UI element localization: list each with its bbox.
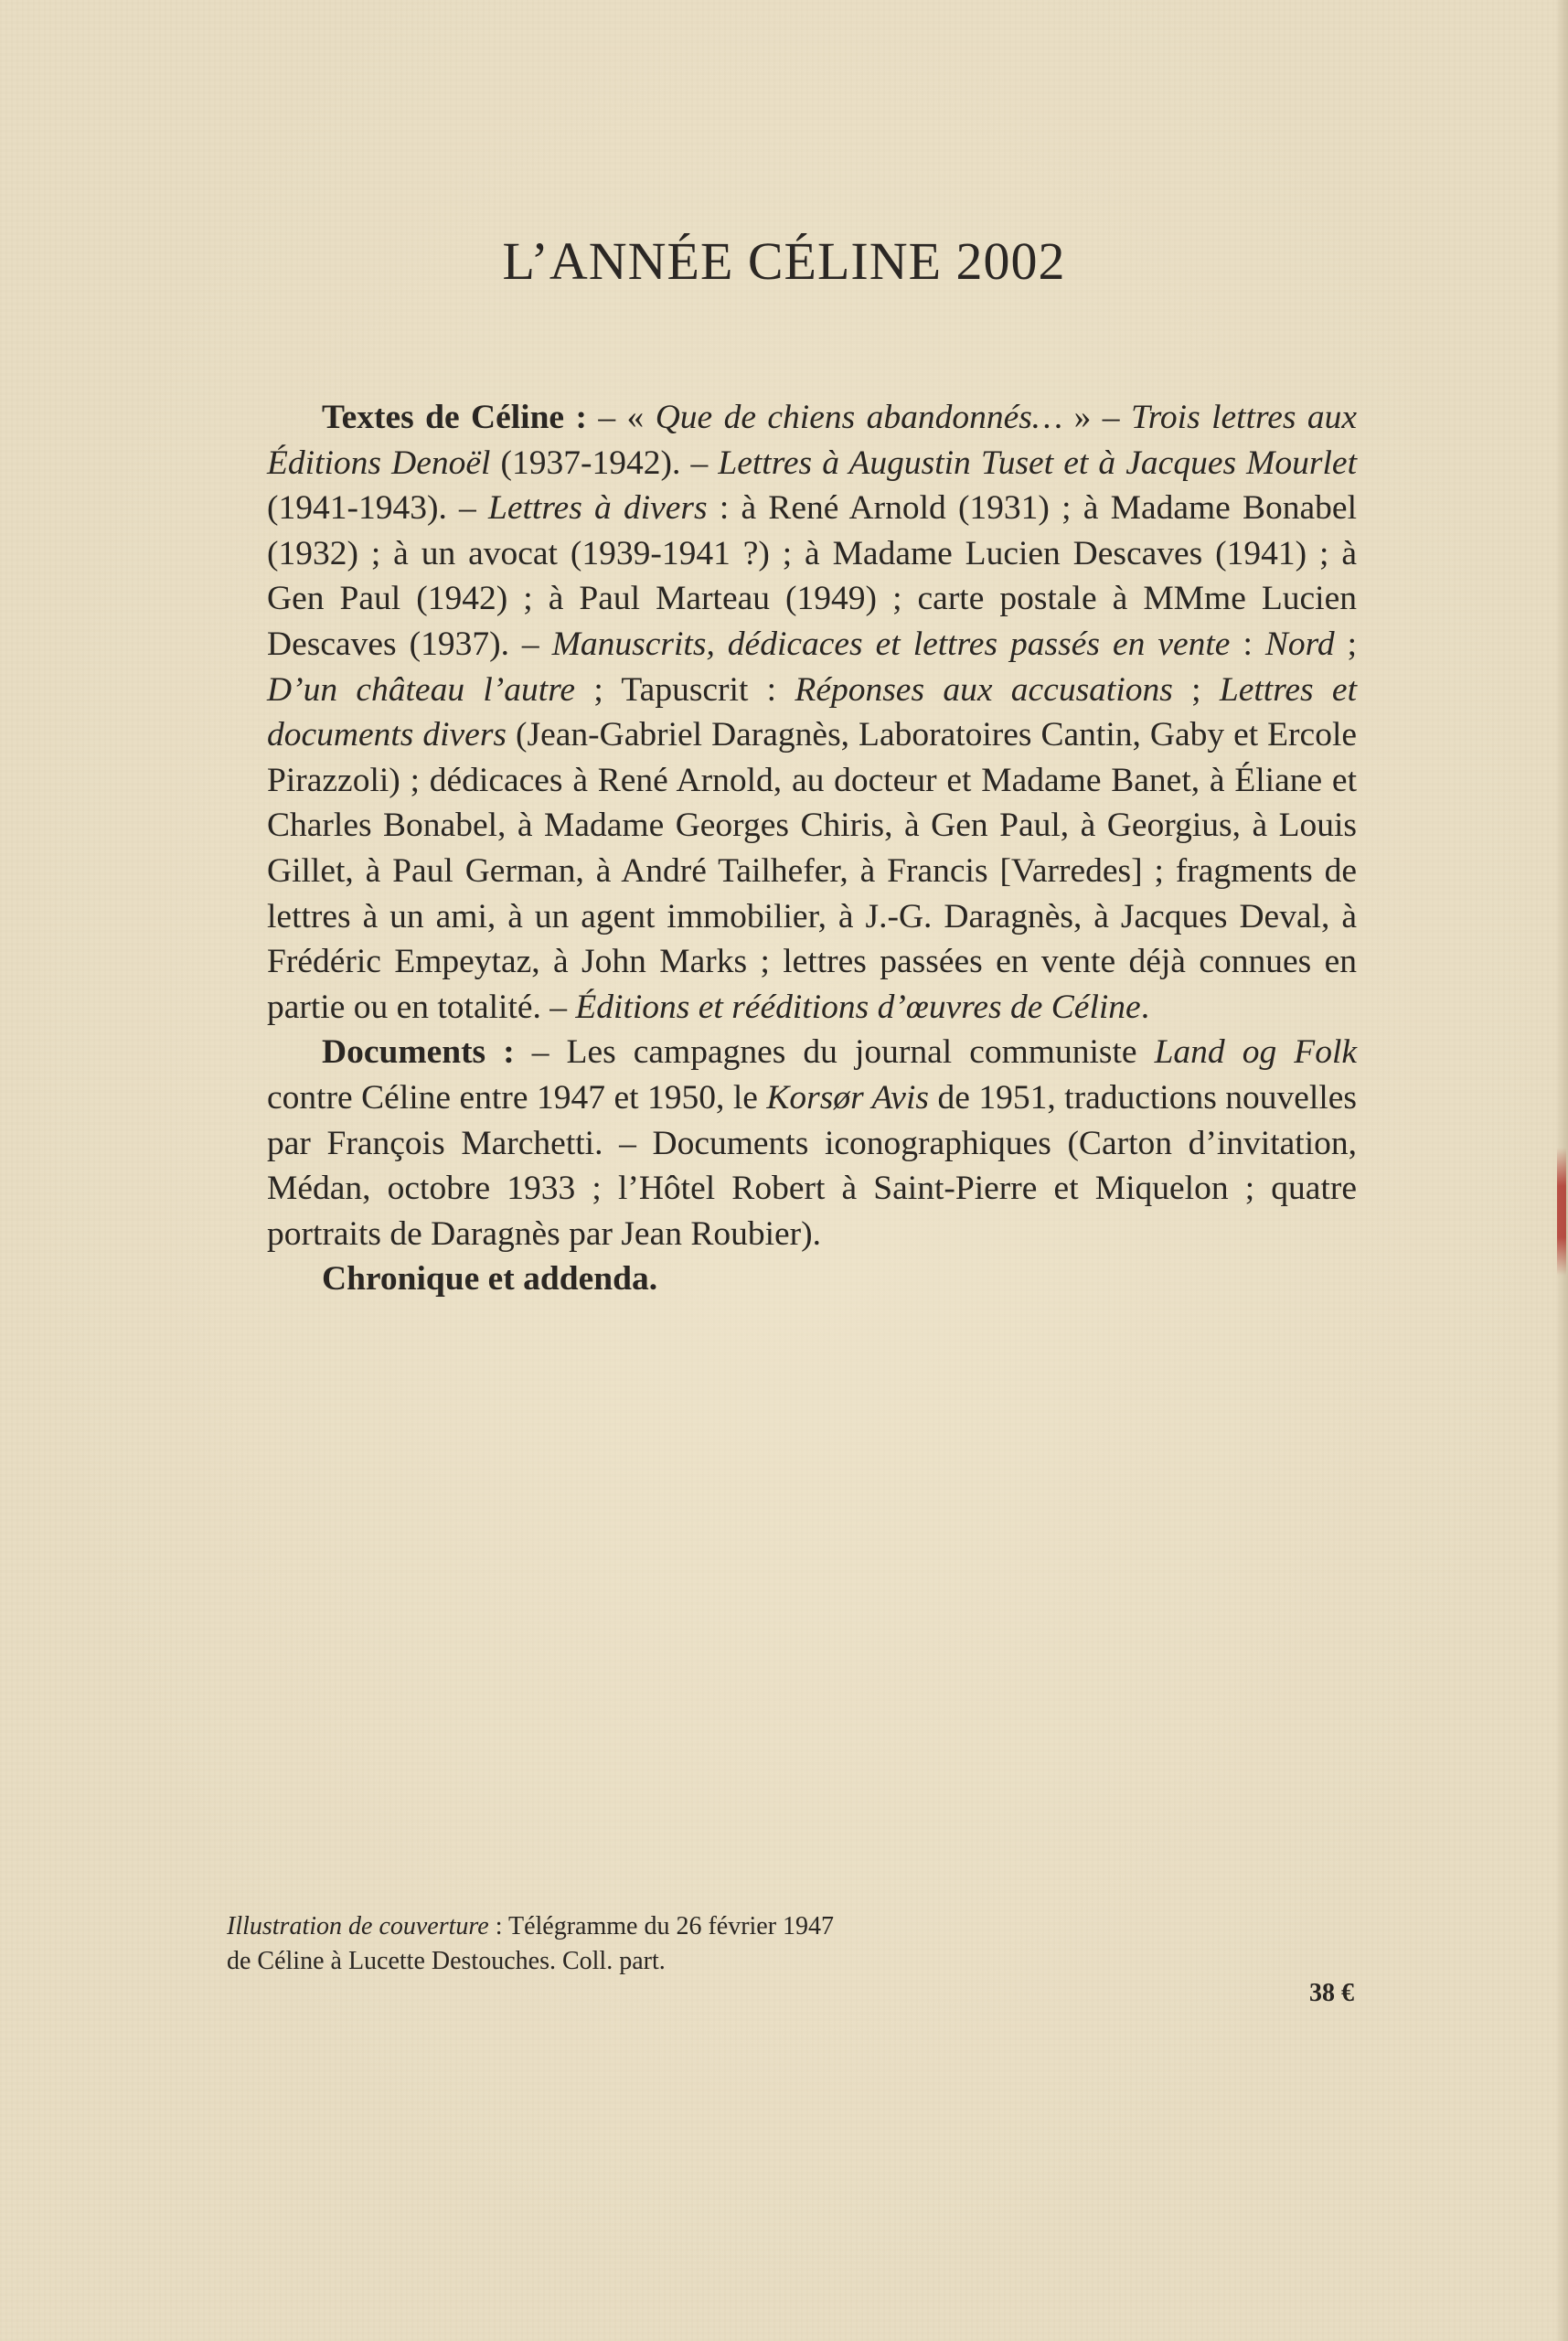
text-run: : [1230, 625, 1265, 663]
italic-title: Trois lettres aux Éditions Denoël [267, 399, 1357, 482]
italic-title: Korsør Avis [766, 1078, 929, 1117]
contents-paragraph-chronique [267, 1256, 1357, 1302]
text-run: de 1951, traductions nouvelles par François Marchetti. – Documents iconographiques (Carton d’invitation, Médan, octobre 1933 ; l’Hôtel Robert à Saint-Pierre et Miquelon ; quatre portraits de Daragnès par Jean Roubier). [267, 1078, 1357, 1253]
italic-title: Manuscrits, dédicaces et lettres passés en vente [551, 625, 1231, 663]
caption-line-1-rest: : Télégramme du 26 février 1947 [488, 1912, 835, 1940]
contents-summary [267, 395, 1357, 1302]
italic-title: Lettres et documents divers [267, 670, 1357, 754]
italic-title: Nord [1264, 625, 1335, 663]
price-label: 38 € [1309, 1979, 1354, 2007]
text-run: (1937-1942). – [490, 444, 719, 482]
contents-paragraph-documents [267, 1030, 1357, 1256]
text-run: » – [1062, 399, 1131, 436]
italic-title: Land og Folk [1154, 1033, 1358, 1072]
caption-line-2: de Céline à Lucette Destouches. Coll. part. [227, 1947, 666, 1975]
contents-paragraph-textes [267, 395, 1357, 1030]
text-run: – Les campagnes du journal communiste [514, 1033, 1155, 1072]
text-run: ; Tapuscrit : [575, 670, 795, 709]
section-heading: Textes de Céline : [322, 399, 587, 436]
text-run: – « [586, 399, 656, 436]
cover-edge-red-mark [1557, 1148, 1566, 1276]
section-heading: Chronique et addenda. [322, 1260, 658, 1299]
italic-title: Éditions et rééditions d’œuvres de Céline [575, 988, 1141, 1026]
text-run: : à René Arnold (1931) ; à Madame Bonabel (1932) ; à un avocat (1939-1941 ?) ; à Madame Lucien Descaves (1941) ; à Gen Paul (1942) ; à Paul Marteau (1949) ; carte postale à MMme Lucien Descaves (1937). – [267, 489, 1357, 663]
italic-title: Réponses aux accusations [795, 670, 1173, 709]
text-run: ; [1334, 625, 1358, 663]
italic-title: Lettres à divers [488, 489, 708, 528]
text-run: . [1140, 988, 1150, 1026]
italic-title: Que de chiens abandonnés… [655, 399, 1063, 436]
caption-line-1 [227, 1909, 1050, 1944]
caption-label: Illustration de couverture [227, 1912, 489, 1940]
italic-title: Lettres à Augustin Tuset et à Jacques Mourlet [718, 444, 1357, 482]
italic-title: D’un château l’autre [267, 670, 576, 709]
section-heading: Documents : [322, 1033, 515, 1072]
book-title: L’ANNÉE CÉLINE 2002 [502, 231, 1066, 291]
cover-illustration-caption [227, 1909, 1050, 1979]
text-run: ; [1172, 670, 1220, 709]
text-run: contre Céline entre 1947 et 1950, le [267, 1078, 767, 1117]
text-run: (1941-1943). – [267, 489, 489, 528]
text-run: (Jean-Gabriel Daragnès, Laboratoires Cantin, Gaby et Ercole Pirazzoli) ; dédicaces à René Arnold, au docteur et Madame Banet, à Éliane et Charles Bonabel, à Madame Georges Chiris, à Gen Paul, à Georgius, à Louis Gillet, à Paul German, à André Tailhefer, à Francis [Varredes] ; fragments de lettres à un ami, à un agent immobilier, à J.-G. Daragnès, à Jacques Deval, à Frédéric Empeytaz, à John Marks ; lettres passées en vente déjà connues en partie ou en totalité. – [267, 716, 1358, 1026]
